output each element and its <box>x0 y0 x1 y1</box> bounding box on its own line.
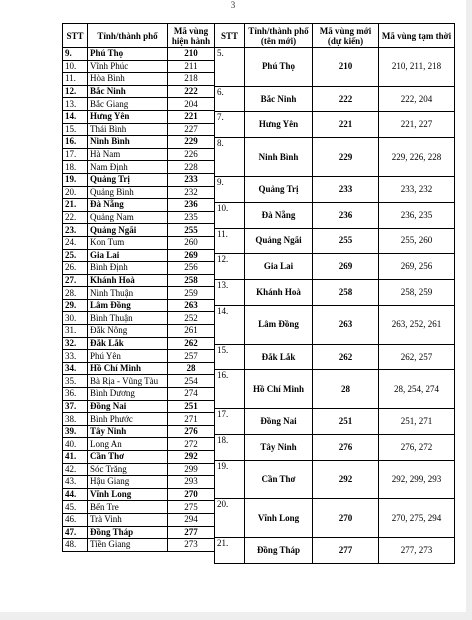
page-number: 3 <box>230 0 236 10</box>
stt-header: STT <box>215 24 245 48</box>
area-code: 251 <box>168 400 215 413</box>
area-code: 261 <box>168 325 215 338</box>
new-province-name: Phú Thọ <box>245 48 313 87</box>
temporary-area-codes: 276, 272 <box>379 434 455 460</box>
row-stt: 27. <box>63 274 88 287</box>
new-province-name: Quảng Trị <box>245 176 313 202</box>
temporary-area-codes: 233, 232 <box>379 176 455 202</box>
temporary-area-codes: 28, 254, 274 <box>379 370 455 409</box>
table-row <box>63 48 215 61</box>
new-area-code: 262 <box>313 344 379 370</box>
new-area-code-table <box>214 23 455 564</box>
temporary-area-codes: 269, 256 <box>379 254 455 280</box>
row-stt: 13. <box>63 98 88 111</box>
new-province-name: Hồ Chí Minh <box>245 370 313 409</box>
row-stt: 11. <box>63 73 88 86</box>
province-name: Bắc Ninh <box>88 85 168 98</box>
area-code: 294 <box>168 513 215 526</box>
new-area-code: 269 <box>313 254 379 280</box>
table-row <box>63 513 215 526</box>
province-name: Lâm Đồng <box>88 299 168 312</box>
table-row <box>63 98 215 111</box>
table-row <box>215 460 455 499</box>
area-code: 299 <box>168 463 215 476</box>
new-area-code: 210 <box>313 48 379 87</box>
row-stt: 24. <box>63 236 88 249</box>
table-row <box>215 254 455 280</box>
table-row <box>215 538 455 564</box>
province-name: Vĩnh Long <box>88 488 168 501</box>
row-stt: 32. <box>63 337 88 350</box>
table-row <box>63 161 215 174</box>
area-code: 271 <box>168 413 215 426</box>
province-name: Bình Phước <box>88 413 168 426</box>
area-code: 255 <box>168 224 215 237</box>
table-row <box>63 413 215 426</box>
new-province-header: Tỉnh/thành phố (tên mới) <box>245 24 313 48</box>
temporary-area-codes: 210, 211, 218 <box>379 48 455 87</box>
new-province-name: Khánh Hoà <box>245 280 313 306</box>
row-stt: 8. <box>215 138 245 177</box>
temporary-area-codes: 222, 204 <box>379 86 455 112</box>
province-name: Hưng Yên <box>88 110 168 123</box>
table-row <box>63 488 215 501</box>
province-name: Sóc Trăng <box>88 463 168 476</box>
table-row <box>63 425 215 438</box>
province-name: Bình Thuận <box>88 312 168 325</box>
new-area-code: 233 <box>313 176 379 202</box>
province-name: Phú Yên <box>88 350 168 363</box>
table-row <box>63 350 215 363</box>
row-stt: 16. <box>215 370 245 409</box>
new-province-name: Vĩnh Long <box>245 499 313 538</box>
table-row <box>63 299 215 312</box>
area-code: 262 <box>168 337 215 350</box>
province-name: Phú Thọ <box>88 48 168 61</box>
province-name: Đắk Lắk <box>88 337 168 350</box>
new-province-name: Ninh Bình <box>245 138 313 177</box>
row-stt: 12. <box>215 254 245 280</box>
new-area-code: 263 <box>313 305 379 344</box>
row-stt: 43. <box>63 476 88 489</box>
new-area-code: 236 <box>313 202 379 228</box>
area-code: 229 <box>168 136 215 149</box>
temporary-area-codes: 255, 260 <box>379 228 455 254</box>
row-stt: 46. <box>63 513 88 526</box>
new-code-header: Mã vùng mới (dự kiến) <box>313 24 379 48</box>
new-province-name: Lâm Đồng <box>245 305 313 344</box>
row-stt: 7. <box>215 112 245 138</box>
row-stt: 11. <box>215 228 245 254</box>
table-row <box>63 199 215 212</box>
table-row <box>215 202 455 228</box>
row-stt: 28. <box>63 287 88 300</box>
table-row <box>63 73 215 86</box>
row-stt: 14. <box>63 110 88 123</box>
area-code: 270 <box>168 488 215 501</box>
table-row <box>63 224 215 237</box>
new-province-name: Đà Nẵng <box>245 202 313 228</box>
new-area-code-rows <box>215 48 455 564</box>
new-area-code: 276 <box>313 434 379 460</box>
area-code: 204 <box>168 98 215 111</box>
area-code: 276 <box>168 425 215 438</box>
province-name: Quảng Trị <box>88 173 168 186</box>
table-row <box>63 136 215 149</box>
row-stt: 23. <box>63 224 88 237</box>
row-stt: 41. <box>63 451 88 464</box>
table-row <box>63 123 215 136</box>
new-province-name: Bắc Ninh <box>245 86 313 112</box>
province-name: Cần Thơ <box>88 451 168 464</box>
new-province-name: Đắk Lắk <box>245 344 313 370</box>
table-row <box>63 262 215 275</box>
area-code: 252 <box>168 312 215 325</box>
table-row <box>215 434 455 460</box>
area-code: 293 <box>168 476 215 489</box>
new-area-code: 251 <box>313 409 379 435</box>
temporary-area-codes: 262, 257 <box>379 344 455 370</box>
province-name: Đồng Nai <box>88 400 168 413</box>
row-stt: 22. <box>63 211 88 224</box>
table-row <box>215 138 455 177</box>
area-code: 226 <box>168 148 215 161</box>
table-row <box>63 85 215 98</box>
area-code: 272 <box>168 438 215 451</box>
province-name: Tiền Giang <box>88 539 168 552</box>
province-name: Ninh Thuận <box>88 287 168 300</box>
row-stt: 17. <box>215 409 245 435</box>
table-row <box>215 228 455 254</box>
area-code: 28 <box>168 362 215 375</box>
table-row <box>215 86 455 112</box>
row-stt: 48. <box>63 539 88 552</box>
area-code: 233 <box>168 173 215 186</box>
table-row <box>63 476 215 489</box>
table-row <box>63 400 215 413</box>
area-code: 269 <box>168 249 215 262</box>
area-code: 254 <box>168 375 215 388</box>
table-row <box>215 370 455 409</box>
row-stt: 39. <box>63 425 88 438</box>
row-stt: 44. <box>63 488 88 501</box>
table-header-row <box>215 24 455 48</box>
temporary-code-header: Mã vùng tạm thời <box>379 24 455 48</box>
new-area-code: 258 <box>313 280 379 306</box>
temporary-area-codes: 236, 235 <box>379 202 455 228</box>
table-row <box>63 501 215 514</box>
row-stt: 34. <box>63 362 88 375</box>
row-stt: 14. <box>215 305 245 344</box>
table-header-row <box>63 24 215 48</box>
area-code: 273 <box>168 539 215 552</box>
province-name: Trà Vinh <box>88 513 168 526</box>
province-name: Đồng Tháp <box>88 526 168 539</box>
temporary-area-codes: 270, 275, 294 <box>379 499 455 538</box>
row-stt: 17. <box>63 148 88 161</box>
row-stt: 20. <box>215 499 245 538</box>
table-row <box>63 337 215 350</box>
row-stt: 38. <box>63 413 88 426</box>
new-area-code: 222 <box>313 86 379 112</box>
area-code: 259 <box>168 287 215 300</box>
row-stt: 9. <box>215 176 245 202</box>
row-stt: 12. <box>63 85 88 98</box>
province-name: Gia Lai <box>88 249 168 262</box>
province-name: Kon Tum <box>88 236 168 249</box>
area-code: 274 <box>168 388 215 401</box>
table-row <box>215 305 455 344</box>
table-row <box>63 287 215 300</box>
table-row <box>63 438 215 451</box>
table-row <box>63 110 215 123</box>
table-row <box>63 312 215 325</box>
temporary-area-codes: 221, 227 <box>379 112 455 138</box>
table-row <box>215 409 455 435</box>
province-name: Quảng Nam <box>88 211 168 224</box>
table-row <box>63 325 215 338</box>
new-area-code: 270 <box>313 499 379 538</box>
table-row <box>63 211 215 224</box>
row-stt: 18. <box>215 434 245 460</box>
new-province-name: Gia Lai <box>245 254 313 280</box>
area-code: 256 <box>168 262 215 275</box>
row-stt: 47. <box>63 526 88 539</box>
province-name: Bắc Giang <box>88 98 168 111</box>
table-row <box>63 173 215 186</box>
province-name: Hòa Bình <box>88 73 168 86</box>
table-row <box>63 362 215 375</box>
province-name: Quảng Bình <box>88 186 168 199</box>
current-code-header: Mã vùng hiện hành <box>168 24 215 48</box>
table-row <box>215 344 455 370</box>
area-code: 260 <box>168 236 215 249</box>
table-row <box>63 463 215 476</box>
table-row <box>63 526 215 539</box>
table-row <box>63 539 215 552</box>
row-stt: 10. <box>215 202 245 228</box>
temporary-area-codes: 263, 252, 261 <box>379 305 455 344</box>
row-stt: 15. <box>215 344 245 370</box>
table-row <box>63 236 215 249</box>
table-row <box>63 274 215 287</box>
province-name: Đà Nẵng <box>88 199 168 212</box>
row-stt: 35. <box>63 375 88 388</box>
area-code: 221 <box>168 110 215 123</box>
new-province-name: Cần Thơ <box>245 460 313 499</box>
area-code: 257 <box>168 350 215 363</box>
row-stt: 40. <box>63 438 88 451</box>
table-row <box>63 375 215 388</box>
area-code: 210 <box>168 48 215 61</box>
row-stt: 31. <box>63 325 88 338</box>
area-code: 227 <box>168 123 215 136</box>
temporary-area-codes: 251, 271 <box>379 409 455 435</box>
province-name: Bình Định <box>88 262 168 275</box>
table-row <box>215 499 455 538</box>
province-name: Bà Rịa - Vũng Tàu <box>88 375 168 388</box>
area-code: 222 <box>168 85 215 98</box>
area-code: 232 <box>168 186 215 199</box>
province-name: Đắk Nông <box>88 325 168 338</box>
row-stt: 37. <box>63 400 88 413</box>
new-area-code: 292 <box>313 460 379 499</box>
province-name: Hồ Chí Minh <box>88 362 168 375</box>
new-area-code: 255 <box>313 228 379 254</box>
table-row <box>63 388 215 401</box>
province-name: Bình Dương <box>88 388 168 401</box>
province-name: Vĩnh Phúc <box>88 60 168 73</box>
new-area-code: 221 <box>313 112 379 138</box>
area-code: 218 <box>168 73 215 86</box>
table-row <box>215 176 455 202</box>
area-code: 263 <box>168 299 215 312</box>
row-stt: 13. <box>215 280 245 306</box>
table-row <box>63 148 215 161</box>
area-code: 275 <box>168 501 215 514</box>
province-name: Ninh Bình <box>88 136 168 149</box>
province-name: Thái Bình <box>88 123 168 136</box>
current-area-code-rows <box>63 48 215 552</box>
row-stt: 33. <box>63 350 88 363</box>
new-province-name: Quảng Ngãi <box>245 228 313 254</box>
row-stt: 29. <box>63 299 88 312</box>
new-province-name: Tây Ninh <box>245 434 313 460</box>
province-name: Khánh Hoà <box>88 274 168 287</box>
row-stt: 21. <box>215 538 245 564</box>
row-stt: 36. <box>63 388 88 401</box>
row-stt: 20. <box>63 186 88 199</box>
new-area-code: 277 <box>313 538 379 564</box>
stt-header: STT <box>63 24 88 48</box>
table-row <box>63 186 215 199</box>
new-province-name: Hưng Yên <box>245 112 313 138</box>
row-stt: 45. <box>63 501 88 514</box>
new-province-name: Đồng Tháp <box>245 538 313 564</box>
province-name: Bến Tre <box>88 501 168 514</box>
row-stt: 19. <box>63 173 88 186</box>
area-code: 236 <box>168 199 215 212</box>
province-name: Hậu Giang <box>88 476 168 489</box>
province-name: Nam Định <box>88 161 168 174</box>
province-name: Quảng Ngãi <box>88 224 168 237</box>
row-stt: 25. <box>63 249 88 262</box>
new-area-code: 28 <box>313 370 379 409</box>
area-code: 277 <box>168 526 215 539</box>
temporary-area-codes: 229, 226, 228 <box>379 138 455 177</box>
row-stt: 5. <box>215 48 245 87</box>
area-code: 228 <box>168 161 215 174</box>
table-row <box>63 249 215 262</box>
row-stt: 30. <box>63 312 88 325</box>
row-stt: 6. <box>215 86 245 112</box>
row-stt: 26. <box>63 262 88 275</box>
table-row <box>63 451 215 464</box>
new-province-name: Đồng Nai <box>245 409 313 435</box>
row-stt: 16. <box>63 136 88 149</box>
area-code: 211 <box>168 60 215 73</box>
province-name: Hà Nam <box>88 148 168 161</box>
table-row <box>63 60 215 73</box>
current-area-code-table <box>62 23 215 552</box>
row-stt: 18. <box>63 161 88 174</box>
row-stt: 9. <box>63 48 88 61</box>
row-stt: 19. <box>215 460 245 499</box>
province-name: Tây Ninh <box>88 425 168 438</box>
area-code: 258 <box>168 274 215 287</box>
new-area-code: 229 <box>313 138 379 177</box>
table-row <box>215 280 455 306</box>
row-stt: 21. <box>63 199 88 212</box>
area-code: 235 <box>168 211 215 224</box>
row-stt: 10. <box>63 60 88 73</box>
area-code: 292 <box>168 451 215 464</box>
province-header: Tỉnh/thành phố <box>88 24 168 48</box>
row-stt: 42. <box>63 463 88 476</box>
temporary-area-codes: 258, 259 <box>379 280 455 306</box>
table-row <box>215 48 455 87</box>
temporary-area-codes: 277, 273 <box>379 538 455 564</box>
table-row <box>215 112 455 138</box>
temporary-area-codes: 292, 299, 293 <box>379 460 455 499</box>
row-stt: 15. <box>63 123 88 136</box>
province-name: Long An <box>88 438 168 451</box>
